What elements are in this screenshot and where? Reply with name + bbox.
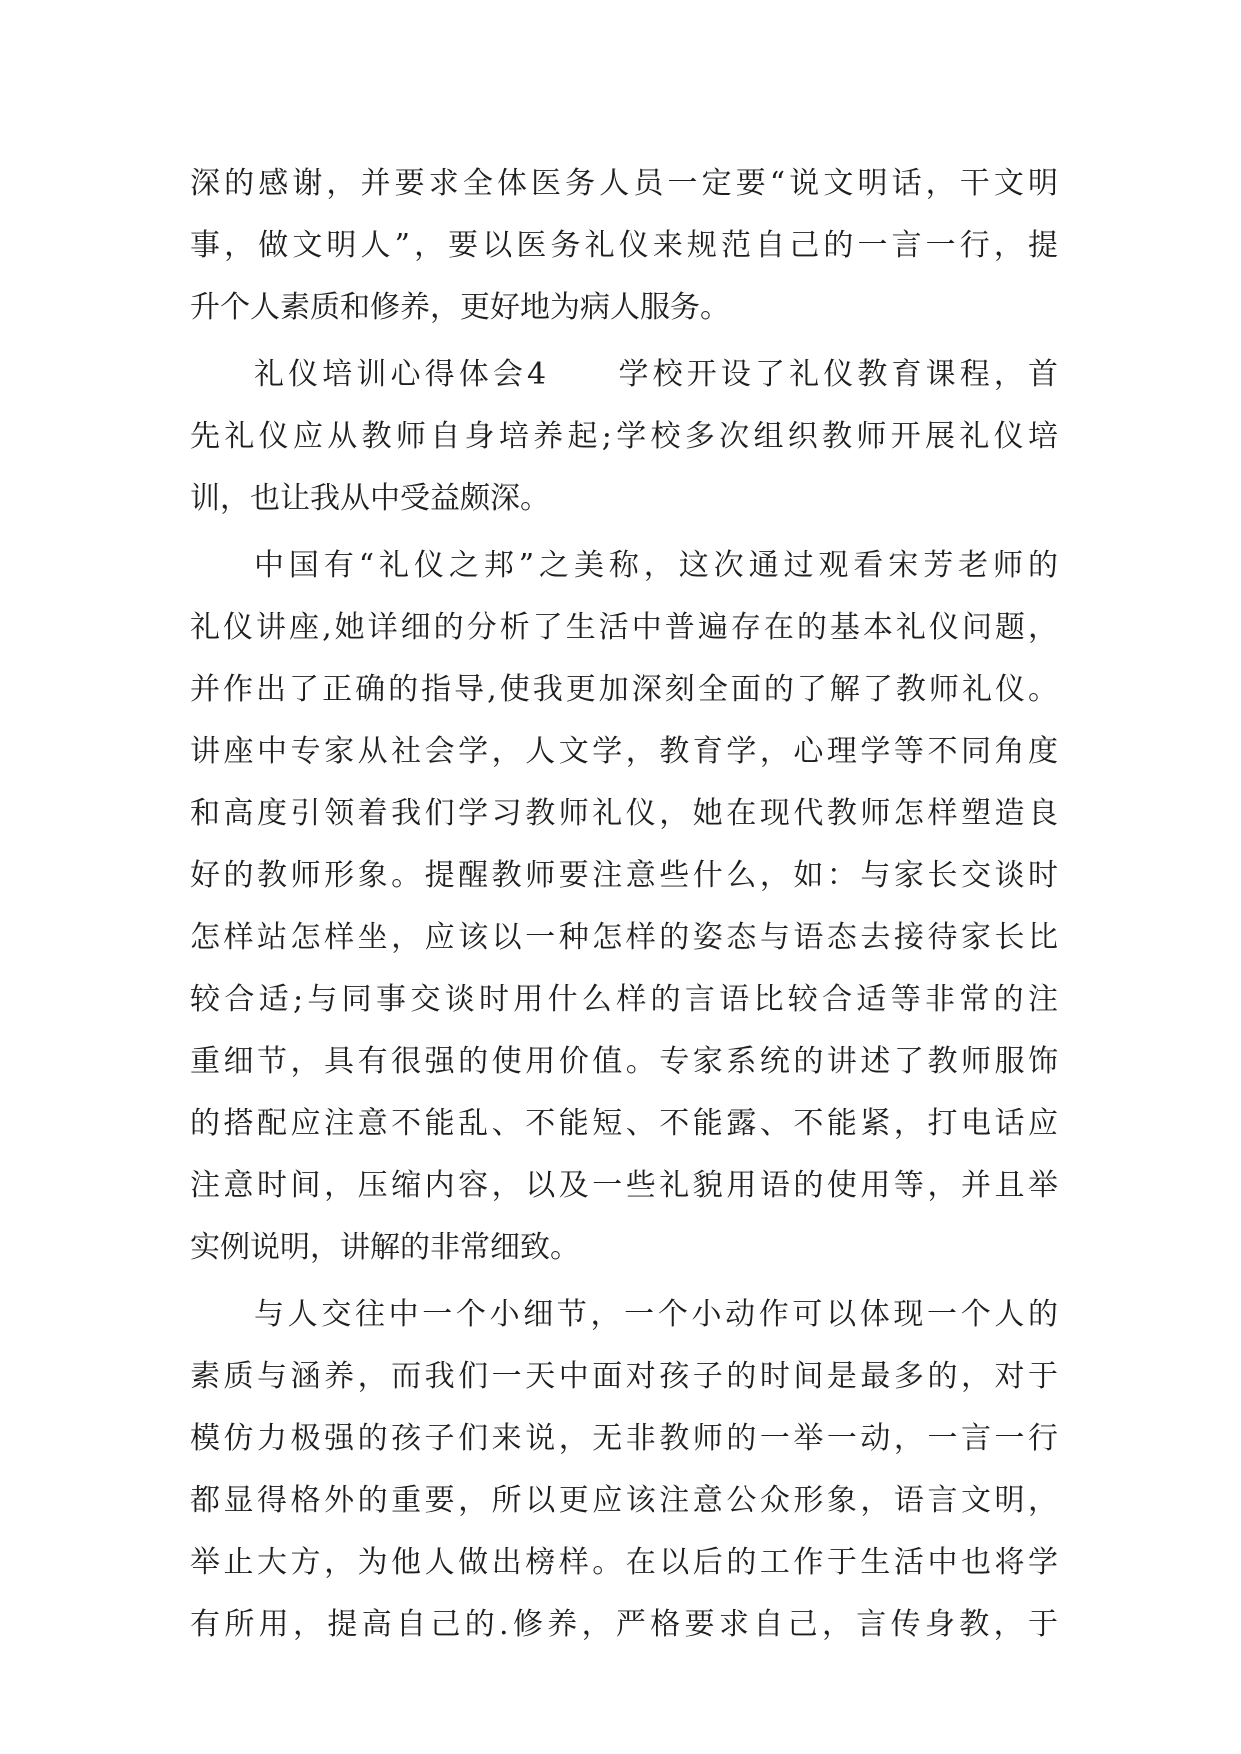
text-line: 中国有“礼仪之邦”之美称，这次通过观看宋芳老师的 <box>254 548 1058 583</box>
text-line: 并作出了正确的指导,使我更加深刻全面的了解了教师礼仪。 <box>190 672 1058 707</box>
text-line: 事，做文明人”，要以医务礼仪来规范自己的一言一行，提 <box>190 228 1058 263</box>
text-line: 训，也让我从中受益颇深。 <box>190 481 550 516</box>
text-line: 好的教师形象。提醒教师要注意些什么，如：与家长交谈时 <box>190 858 1058 893</box>
text-line: 先礼仪应从教师自身培养起;学校多次组织教师开展礼仪培 <box>190 419 1058 454</box>
text-line: 素质与涵养，而我们一天中面对孩子的时间是最多的，对于 <box>190 1359 1058 1394</box>
text-line: 讲座中专家从社会学，人文学，教育学，心理学等不同角度 <box>190 734 1058 769</box>
text-line: 与人交往中一个小细节，一个小动作可以体现一个人的 <box>254 1297 1058 1332</box>
text-line: 礼仪讲座,她详细的分析了生活中普遍存在的基本礼仪问题， <box>190 610 1058 645</box>
text-line: 有所用，提高自己的.修养，严格要求自己，言传身教，于 <box>190 1607 1058 1642</box>
text-line: 较合适;与同事交谈时用什么样的言语比较合适等非常的注 <box>190 982 1058 1017</box>
text-line: 深的感谢，并要求全体医务人员一定要“说文明话，干文明 <box>190 166 1058 201</box>
text-line: 举止大方，为他人做出榜样。在以后的工作于生活中也将学 <box>190 1545 1058 1580</box>
text-line: 的搭配应注意不能乱、不能短、不能露、不能紧，打电话应 <box>190 1106 1058 1141</box>
text-line: 注意时间，压缩内容，以及一些礼貌用语的使用等，并且举 <box>190 1168 1058 1203</box>
text-line: 和高度引领着我们学习教师礼仪，她在现代教师怎样塑造良 <box>190 796 1058 831</box>
text-line: 都显得格外的重要，所以更应该注意公众形象，语言文明， <box>190 1483 1058 1518</box>
text-line: 礼仪培训心得体会4 学校开设了礼仪教育课程，首 <box>254 357 1058 392</box>
text-line: 实例说明，讲解的非常细致。 <box>190 1230 580 1265</box>
text-line: 怎样站怎样坐，应该以一种怎样的姿态与语态去接待家长比 <box>190 920 1058 955</box>
text-line: 模仿力极强的孩子们来说，无非教师的一举一动，一言一行 <box>190 1421 1058 1456</box>
text-line: 升个人素质和修养，更好地为病人服务。 <box>190 290 730 325</box>
text-line: 重细节，具有很强的使用价值。专家系统的讲述了教师服饰 <box>190 1044 1058 1079</box>
